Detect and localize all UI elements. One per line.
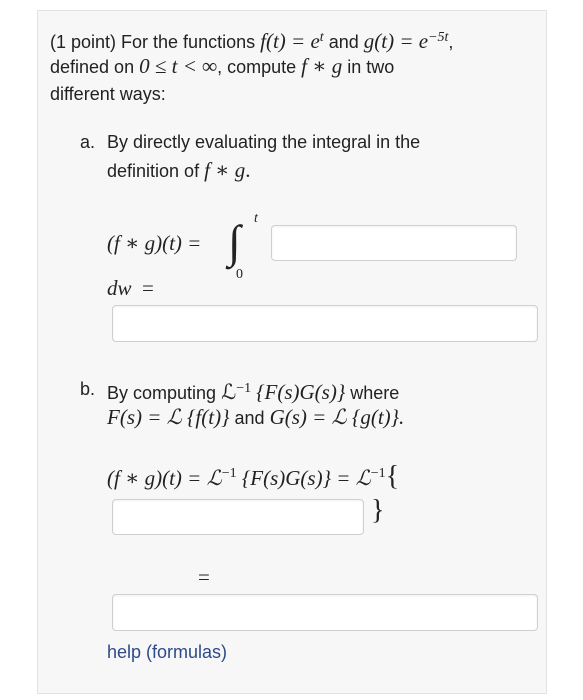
eq-lhs: (f ∗ g)(t) = ℒ bbox=[107, 466, 222, 490]
eq-sup-2: −1 bbox=[370, 466, 386, 481]
intro-prefix: (1 point) For the functions bbox=[50, 32, 256, 52]
brace-open: { bbox=[385, 461, 400, 492]
integral-sign: ∫ bbox=[228, 216, 241, 267]
domain-expression: 0 ≤ t < ∞ bbox=[139, 54, 218, 78]
G-definition: G(s) = ℒ {g(t)}. bbox=[269, 405, 405, 429]
part-b-argument: {F(s)G(s)} bbox=[256, 380, 346, 404]
convolution-result-input[interactable] bbox=[112, 594, 538, 631]
intro-line-2 bbox=[50, 53, 394, 80]
laplace-product-input[interactable] bbox=[112, 499, 364, 535]
dw-label bbox=[107, 276, 154, 301]
problem-card bbox=[37, 10, 547, 694]
part-b-line-2 bbox=[107, 404, 404, 431]
inverse-laplace-op: ℒ bbox=[221, 380, 237, 404]
intro-and: and bbox=[328, 32, 359, 52]
integral-result-input[interactable] bbox=[112, 305, 538, 342]
part-a-marker: a. bbox=[80, 132, 96, 152]
part-b-marker: b. bbox=[80, 379, 96, 399]
part-a-convolution: f ∗ g bbox=[204, 158, 246, 182]
intro-in-two: in two bbox=[347, 57, 395, 77]
intro-line-3: different ways: bbox=[50, 84, 166, 104]
g-definition: g(t) = e bbox=[363, 29, 429, 53]
part-b-line-1 bbox=[107, 376, 399, 406]
part-b-equals: = bbox=[198, 565, 210, 589]
part-a-definition-of: definition of bbox=[107, 161, 200, 181]
convolution-expression: f ∗ g bbox=[301, 54, 343, 78]
part-a-line-1: By directly evaluating the integral in the bbox=[107, 132, 421, 152]
part-a-lhs: (f ∗ g)(t) = bbox=[107, 231, 202, 255]
part-b-by-computing: By computing bbox=[107, 383, 217, 403]
part-b-and: and bbox=[234, 408, 265, 428]
part-a-line-2 bbox=[107, 157, 250, 184]
intro-defined-on: defined on bbox=[50, 57, 135, 77]
brace-close: } bbox=[371, 495, 385, 526]
inverse-laplace-sup: −1 bbox=[236, 381, 252, 396]
help-formulas-link[interactable]: help (formulas) bbox=[107, 642, 228, 662]
integral-lower-limit: 0 bbox=[236, 267, 243, 282]
integral-upper-limit: t bbox=[254, 211, 258, 226]
intro-compute: , compute bbox=[217, 57, 297, 77]
dw-text: dw bbox=[107, 276, 132, 300]
dw-equals: = bbox=[142, 276, 154, 300]
part-b-equation bbox=[107, 461, 399, 493]
part-a-period: . bbox=[245, 158, 251, 182]
f-definition: f(t) = e bbox=[260, 29, 320, 53]
eq-sup-1: −1 bbox=[221, 466, 237, 481]
F-definition: F(s) = ℒ {f(t)} bbox=[107, 405, 230, 429]
g-exponent: −5t bbox=[428, 30, 449, 45]
eq-mid: {F(s)G(s)} = ℒ bbox=[241, 466, 371, 490]
intro-comma: , bbox=[448, 32, 454, 52]
f-exponent: t bbox=[319, 30, 324, 45]
integrand-input[interactable] bbox=[271, 225, 517, 261]
part-b-where: where bbox=[350, 383, 400, 403]
intro-line-1 bbox=[50, 25, 453, 55]
